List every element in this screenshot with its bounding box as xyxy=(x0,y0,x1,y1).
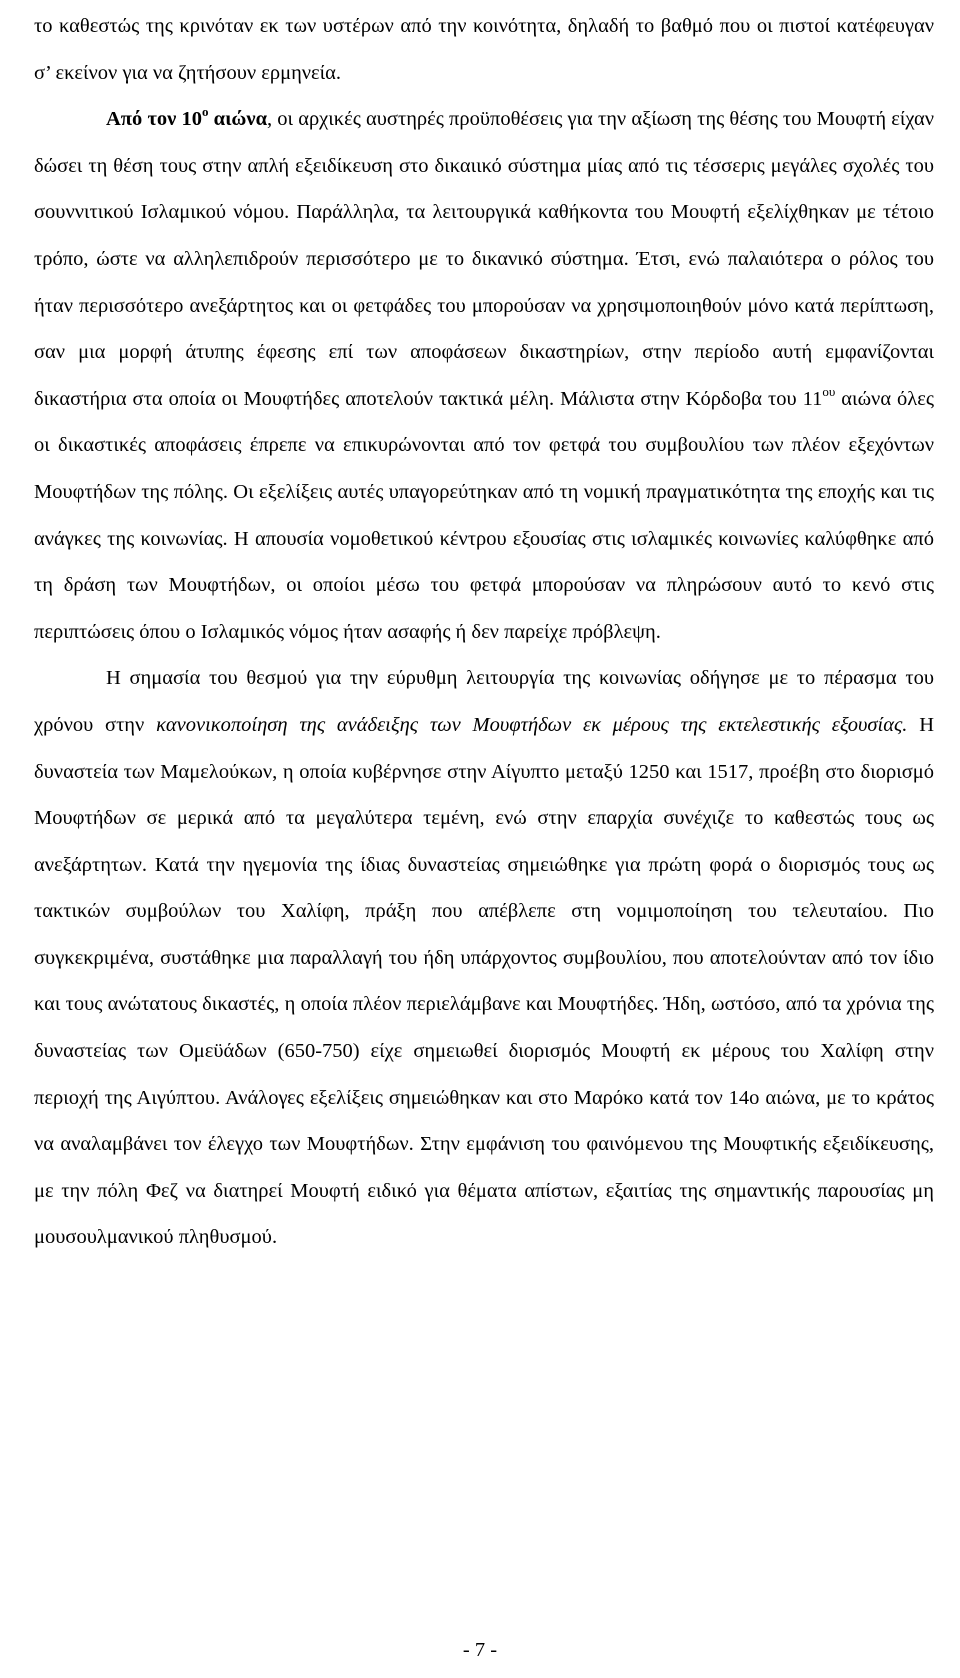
paragraph xyxy=(34,655,934,1261)
paragraph xyxy=(34,3,934,96)
bold-run: Από τον 10 xyxy=(106,108,202,131)
bold-run: αιώνα xyxy=(208,108,268,131)
document-body xyxy=(34,0,934,1261)
text-run: Η δυναστεία των Μαμελούκων, η οποία κυβέρνησε στην Αίγυπτο μεταξύ 1250 και 1517, προέβη στο διορισμό Μουφτήδων σε μερικά από τα μεγαλύτερα τεμένη, ενώ στην επαρχία συνέχιζε το καθεστώς τους ως ανεξάρτητων. Κατά την ηγεμονία της ίδιας δυναστείας σημειώθηκε για πρώτη φορά ο διορισμός τους ως τακτικών συμβούλων του Χαλίφη, πράξη που απέβλεπε στη νομιμοποίηση του τελευταίου. Πιο συγκεκριμένα, συστάθηκε μια παραλλαγή του ήδη υπάρχοντος συμβουλίου, που αποτελούνταν από τον ίδιο και τους ανώτατους δικαστές, η οποία πλέον περιελάμβανε και Μουφτήδες. Ήδη, ωστόσο, από τα χρόνια της δυναστείας των Ομεϋάδων (650-750) είχε σημειωθεί διορισμός Μουφτή εκ μέρους του Χαλίφη στην περιοχή της Αιγύπτου. Ανάλογες εξελίξεις σημειώθηκαν και στο Μαρόκο κατά τον 14ο αιώνα, με το κράτος να αναλαμβάνει τον έλεγχο των Μουφτήδων. Στην εμφάνιση του φαινόμενου της Μουφτικής εξειδίκευσης, με την πόλη Φεζ να διατηρεί Μουφτή ειδικό για θέματα απίστων, εξαιτίας της σημαντικής παρουσίας μη μουσουλμανικού πληθυσμού. xyxy=(34,713,934,1249)
bold-run: ο xyxy=(201,104,209,120)
text-run: Η σημασία του θεσμού για την εύρυθμη λειτουργία της κοινωνίας οδήγησε με το πέρασμα του χρόνου στην xyxy=(34,667,934,736)
ordinal-superscript xyxy=(202,104,209,119)
ordinal-superscript: ου xyxy=(822,383,836,399)
text-run: αιώνα όλες οι δικαστικές αποφάσεις έπρεπε να επικυρώνονται από τον φετφά του συμβουλίου των πλέον εξεχόντων Μουφτήδων της πόλης. Οι εξελίξεις αυτές υπαγορεύτηκαν από τη νομική πραγματικότητα της εποχής και τις ανάγκες της κοινωνίας. Η απουσία νομοθετικού κέντρου εξουσίας στις ισλαμικές κοινωνίες καλύφθηκε από τη δράση των Μουφτήδων, οι οποίοι μέσω του φετφά μπορούσαν να πληρώσουν αυτό το κενό στις περιπτώσεις όπου ο Ισλαμικός νόμος ήταν ασαφής ή δεν παρείχε πρόβλεψη. xyxy=(34,387,934,643)
italic-run: κανονικοποίηση της ανάδειξης των Μουφτήδων εκ μέρους της εκτελεστικής εξουσίας. xyxy=(156,713,908,736)
page-number: - 7 - xyxy=(462,1639,498,1661)
paragraph xyxy=(34,96,934,655)
text-run: , οι αρχικές αυστηρές προϋποθέσεις για την αξίωση της θέσης του Μουφτή είχαν δώσει τη θέση τους στην απλή εξειδίκευση στο δικαιικό σύστημα μίας από τις τέσσερις μεγάλες σχολές του σουννιτικού Ισλαμικού νόμου. Παράλληλα, τα λειτουργικά καθήκοντα του Μουφτή εξελίχθηκαν με τέτοιο τρόπο, ώστε να αλληλεπιδρούν περισσότερο με το δικανικό σύστημα. Έτσι, ενώ παλαιότερα ο ρόλος του ήταν περισσότερο ανεξάρτητος και οι φετφάδες του μπορούσαν να χρησιμοποιηθούν μόνο κατά περίπτωση, σαν μια μορφή άτυπης έφεσης επί των αποφάσεων δικαστηρίων, στην περίοδο αυτή εμφανίζονται δικαστήρια στα οποία οι Μουφτήδες αποτελούν τακτικά μέλη. Μάλιστα στην Κόρδοβα του 11 xyxy=(34,108,934,410)
text-run: το καθεστώς της κρινόταν εκ των υστέρων από την κοινότητα, δηλαδή το βαθμό που οι πιστοί κατέφευγαν σ’ εκείνον για να ζητήσουν ερμηνεία. xyxy=(34,15,934,84)
